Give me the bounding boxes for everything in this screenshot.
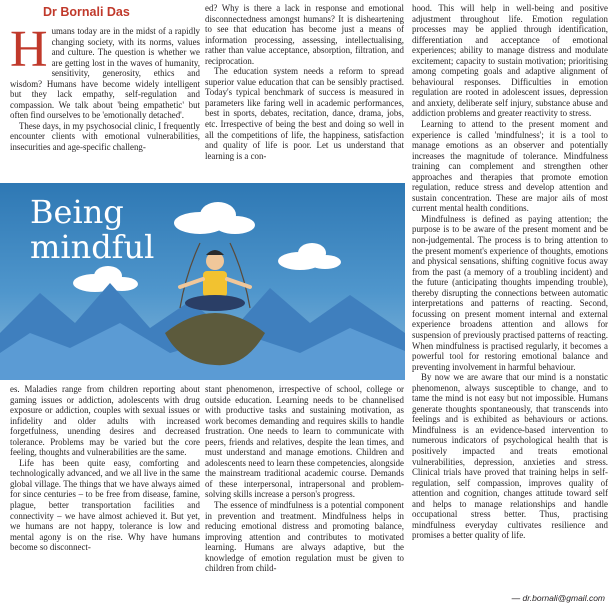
paragraph: Life has been quite easy, comforting and technologically advanced, and we all live in the same global village. The things that we have always aimed for since centuries – to be free from disease, famine, plague, better transportation facilities and connectivity – we have almost achieved it. But yet, we humans are not happy, tolerance is low and mental agony is on the rise. Why have humans become so disconnect- xyxy=(10,457,200,553)
paragraph: The essence of mindfulness is a potential component in prevention and treatment. Mindfulness helps in reducing emotional distress and promoting balance, improving attention and contributes to motivated learning. Humans are always adaptive, but the knowledge of emotion regulation must be given to children from child- xyxy=(205,500,404,574)
title-line-1: Being xyxy=(30,193,124,231)
paragraph: By now we are aware that our mind is a nonstatic phenomenon, always susceptible to change, and to tame the mind is not easy but not impossible. Humans generate thoughts spontaneously, that transcends into feelings and is exhibited as behaviours or actions. Mindfulness is an evidence-based intervention to numerous indicators of psychological health that is positively impacted and treats emotional vulnerabilities, depression, anxieties and stress. Clinical trials have proved that training helps in self-regulation, self compassion, improves quality of attention and cognition, changes attitude toward self and helps to manage relationships and handle occupational stress better. Thus, practising mindfulness everyday cultivates resilience and promises a better quality of life. xyxy=(412,372,608,541)
author-email: — dr.bornali@gmail.com xyxy=(511,593,605,603)
column-2-top xyxy=(205,3,404,161)
column-3 xyxy=(412,3,608,541)
paragraph: ed? Why is there a lack in response and emotional disconnectedness amongst humans? It is disheartening to see that education has become just a means of information processing, assessing, intellectualising, rather than value acceptance, absorption, filtration, and reciprocation. xyxy=(205,3,404,66)
meditator-legs xyxy=(185,295,245,311)
meditation-illustration xyxy=(0,183,405,380)
paragraph: Mindfulness is defined as paying attention; the purpose is to be aware of the present moment and be non-judgemental. The process is to bring attention to the present moment's experience of thoughts, emotions and physical sensations, shifting cognitive focus away from the past (a memory of a troubling incident) and the future (anticipating thoughts impending trouble), thereby disrupting the connections between automatic interpretations and patterns of reacting. Second, focussing on present moment internal and external experience broadens attention and allows for suspension of previously practised patterns of reacting. When mindfulness is practised regularly, it becomes a powerful tool for restoring emotional balance and preventing involvement in harmful behaviour. xyxy=(412,213,608,372)
title-line-2: mindful xyxy=(30,228,155,266)
paragraph: These days, in my psychosocial clinic, I frequently encounter clients with emotional vulnerabilities, insecurities and age-specific challeng- xyxy=(10,120,200,153)
column-2-bottom xyxy=(205,384,404,574)
paragraph: stant phenomenon, irrespective of school, college or outside education. Learning needs to be channelised with productive tasks and sustaining motivation, as work becomes demanding and requires skills to handle frustration. One needs to learn to communicate with peers, friends and relatives, despite the lean times, and must understand and manage emotions. Children and adolescents need to learn these competencies, alongside the mainstream traditional academic course. Demands of these interpersonal, intrapersonal and problem-solving skills increase a person's progress. xyxy=(205,384,404,500)
meditator-shirt xyxy=(203,271,227,297)
paragraph: Humans today are in the midst of a rapidly changing society, with its norms, values and culture. The question is whether we are getting lost in the waves of humanity, sensitivity, generosity, ethics and wisdom? Humans have become widely intelligent but they lack empathy, self-regulation and compassion. We talk about 'being empathetic' but often find ourselves to be 'emotionally detached'. xyxy=(10,21,200,121)
column-1-top xyxy=(10,21,200,153)
drop-cap: H xyxy=(10,21,48,78)
column-1-bottom xyxy=(10,384,200,553)
paragraph: es. Maladies range from children reporting about gaming issues or addiction, adolescents with drug exposure or addiction, couples with sexual issues or infidelity and older adults with increased forgetfulness, unending desires and decreased tolerance. Problems may be varied but the core feeling, thoughts and vulnerabilities are the same. xyxy=(10,384,200,458)
paragraph: Learning to attend to the present moment and experience is called 'mindfulness'; it is a tool to manage emotions as an observer and potentially increases the magnitude of tolerance. Mindfulness training can complement and strengthen other approaches and therapies that promote emotion regulation, reduce stress and develop attention and sustain concentration. These are major ails of most current mental health conditions. xyxy=(412,119,608,214)
paragraph: hood. This will help in well-being and positive adjustment throughout life. Emotion regulation processes may be applied through identification, differentiation and acceptance of emotional experiences; ability to manage distress and modulate excitement; capacity to sustain motivation; prioritising among competing goals and adaptive alignment of behavioural responses. Difficulties in emotion regulation are rooted in adolescent issues, depression and anxiety, deliberate self injury, substance abuse and addiction problems and greater reactivity to stress. xyxy=(412,3,608,119)
paragraph: The education system needs a reform to spread superior value education that can be sensibly practised. Today's typical benchmark of success is measured in parameters like faring well in academic performances, best in sports, debates, recitation, dance, drama, jobs, etc. Irrespective of being the best and doing so well in all the competitions of life, the happiness, satisfaction and quality of life is poor. Let us understand that learning is a con- xyxy=(205,66,404,161)
author-byline: Dr Bornali Das xyxy=(43,5,130,19)
meditator-hair xyxy=(206,250,224,255)
